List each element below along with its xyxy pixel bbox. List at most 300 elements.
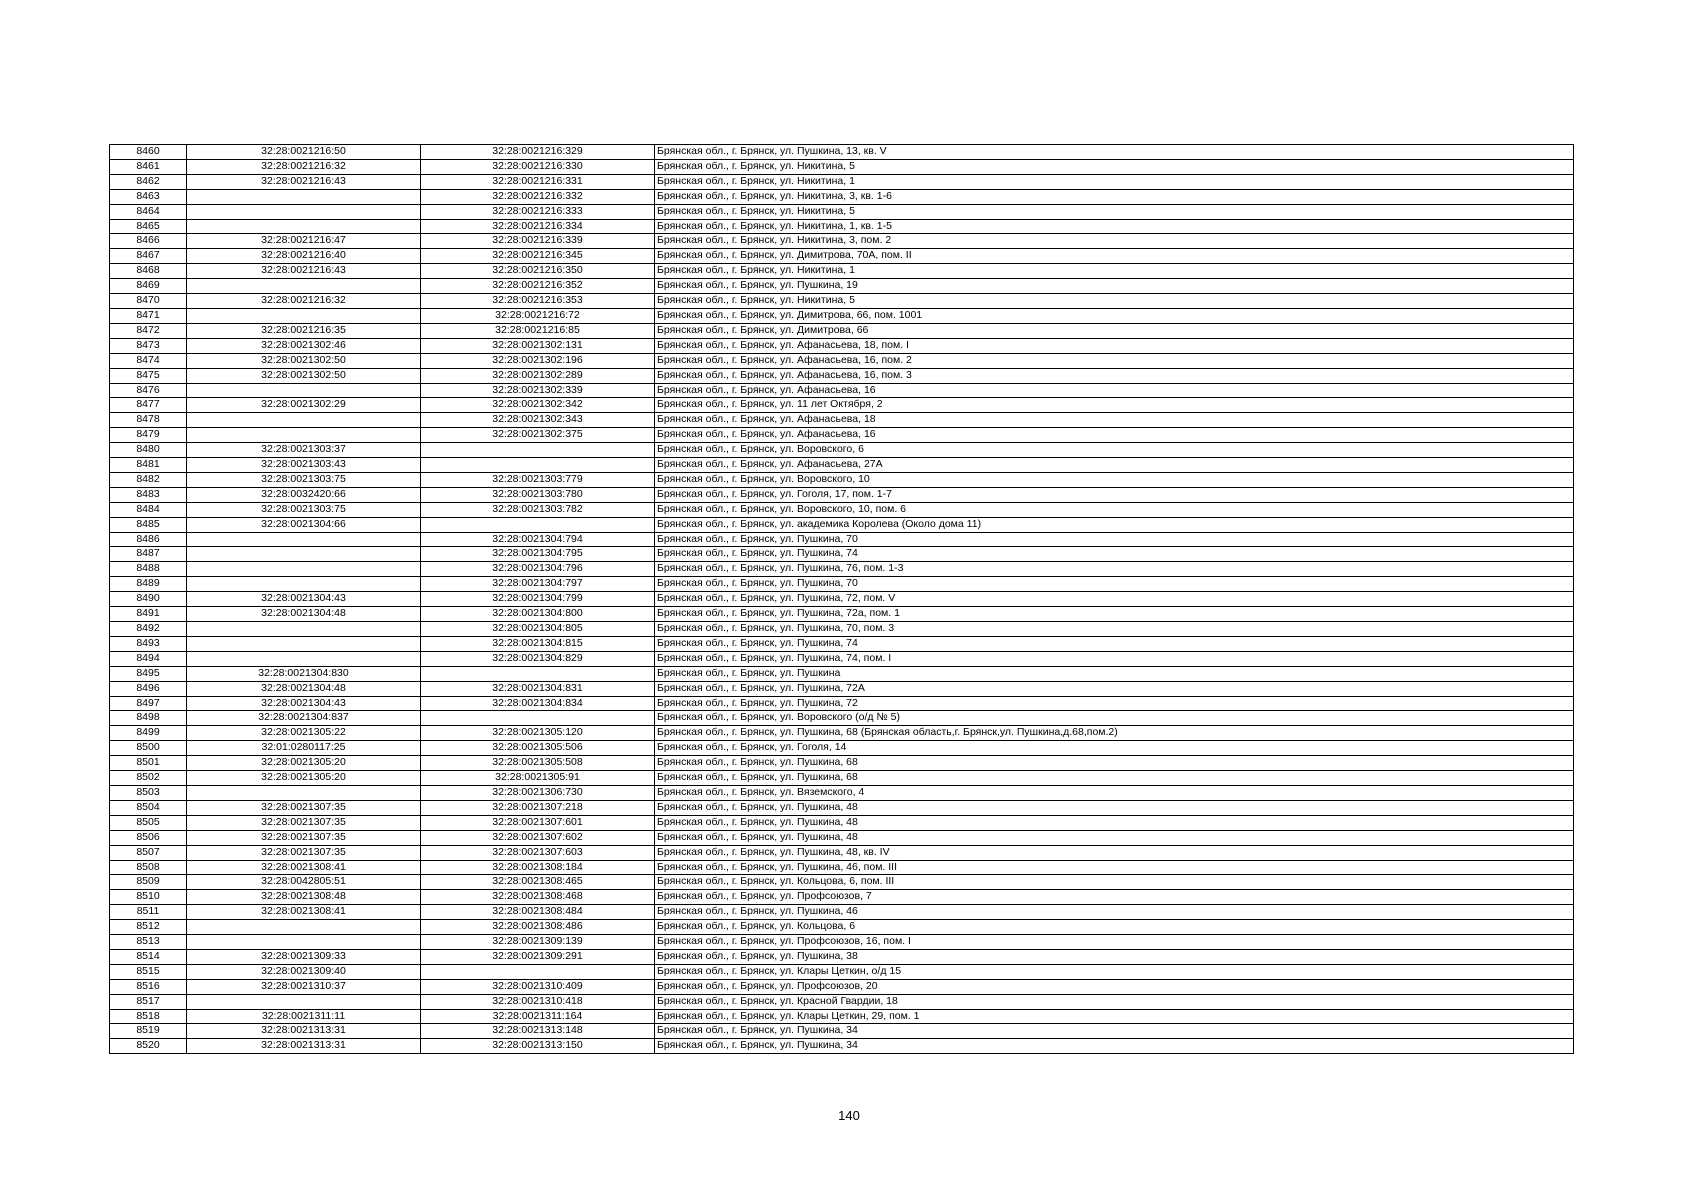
building-cadastral-number-cell: 32:28:0021313:150 (421, 1039, 655, 1054)
row-number-cell: 8517 (110, 994, 187, 1009)
row-number-cell: 8465 (110, 219, 187, 234)
building-cadastral-number-cell: 32:28:0021303:780 (421, 487, 655, 502)
building-cadastral-number-cell: 32:28:0021304:834 (421, 696, 655, 711)
table-row (110, 413, 1574, 428)
building-cadastral-number-cell: 32:28:0021310:409 (421, 979, 655, 994)
table-row (110, 920, 1574, 935)
address-cell: Брянская обл., г. Брянск, ул. Никитина, 5 (655, 294, 1574, 309)
table-row (110, 458, 1574, 473)
table-row (110, 651, 1574, 666)
land-cadastral-number-cell: 32:28:0021309:33 (187, 949, 421, 964)
table-row (110, 547, 1574, 562)
building-cadastral-number-cell: 32:28:0021307:218 (421, 800, 655, 815)
land-cadastral-number-cell: 32:28:0032420:66 (187, 487, 421, 502)
land-cadastral-number-cell: 32:28:0021303:75 (187, 502, 421, 517)
address-cell: Брянская обл., г. Брянск, ул. Пушкина, 72 (655, 696, 1574, 711)
building-cadastral-number-cell: 32:28:0021216:350 (421, 264, 655, 279)
row-number-cell: 8496 (110, 681, 187, 696)
row-number-cell: 8516 (110, 979, 187, 994)
land-cadastral-number-cell (187, 920, 421, 935)
building-cadastral-number-cell: 32:28:0021313:148 (421, 1024, 655, 1039)
address-cell: Брянская обл., г. Брянск, ул. Клары Цеткин, о/д 15 (655, 964, 1574, 979)
row-number-cell: 8490 (110, 592, 187, 607)
row-number-cell: 8504 (110, 800, 187, 815)
table-row (110, 487, 1574, 502)
land-cadastral-number-cell: 32:28:0021304:48 (187, 607, 421, 622)
building-cadastral-number-cell: 32:28:0021216:353 (421, 294, 655, 309)
building-cadastral-number-cell: 32:28:0021305:120 (421, 726, 655, 741)
building-cadastral-number-cell: 32:28:0021302:196 (421, 353, 655, 368)
row-number-cell: 8508 (110, 860, 187, 875)
building-cadastral-number-cell: 32:28:0021307:603 (421, 845, 655, 860)
table-row (110, 860, 1574, 875)
row-number-cell: 8468 (110, 264, 187, 279)
row-number-cell: 8477 (110, 398, 187, 413)
land-cadastral-number-cell: 32:28:0021302:46 (187, 338, 421, 353)
address-cell: Брянская обл., г. Брянск, ул. Пушкина, 72А (655, 681, 1574, 696)
row-number-cell: 8500 (110, 741, 187, 756)
row-number-cell: 8466 (110, 234, 187, 249)
land-cadastral-number-cell: 32:28:0021216:32 (187, 294, 421, 309)
row-number-cell: 8467 (110, 249, 187, 264)
table-row (110, 145, 1574, 160)
table-row (110, 264, 1574, 279)
building-cadastral-number-cell: 32:28:0021302:131 (421, 338, 655, 353)
row-number-cell: 8499 (110, 726, 187, 741)
table-row (110, 979, 1574, 994)
land-cadastral-number-cell: 32:28:0021216:40 (187, 249, 421, 264)
building-cadastral-number-cell: 32:28:0021305:506 (421, 741, 655, 756)
land-cadastral-number-cell: 32:28:0021303:37 (187, 443, 421, 458)
table-row (110, 800, 1574, 815)
land-cadastral-number-cell: 32:28:0021309:40 (187, 964, 421, 979)
address-cell: Брянская обл., г. Брянск, ул. Пушкина, 13, кв. V (655, 145, 1574, 160)
address-cell: Брянская обл., г. Брянск, ул. Афанасьева, 16, пом. 2 (655, 353, 1574, 368)
building-cadastral-number-cell: 32:28:0021308:465 (421, 875, 655, 890)
row-number-cell: 8473 (110, 338, 187, 353)
table-row (110, 815, 1574, 830)
address-cell: Брянская обл., г. Брянск, ул. Никитина, 3, кв. 1-6 (655, 189, 1574, 204)
address-cell: Брянская обл., г. Брянск, ул. Пушкина, 19 (655, 279, 1574, 294)
table-row (110, 353, 1574, 368)
building-cadastral-number-cell: 32:28:0021304:800 (421, 607, 655, 622)
address-cell: Брянская обл., г. Брянск, ул. 11 лет Октября, 2 (655, 398, 1574, 413)
building-cadastral-number-cell: 32:28:0021216:334 (421, 219, 655, 234)
page-number: 140 (838, 1108, 860, 1123)
row-number-cell: 8510 (110, 890, 187, 905)
table-row (110, 622, 1574, 637)
building-cadastral-number-cell: 32:28:0021216:339 (421, 234, 655, 249)
row-number-cell: 8503 (110, 785, 187, 800)
row-number-cell: 8478 (110, 413, 187, 428)
land-cadastral-number-cell (187, 279, 421, 294)
address-cell: Брянская обл., г. Брянск, ул. Воровского (о/д № 5) (655, 711, 1574, 726)
table-row (110, 711, 1574, 726)
building-cadastral-number-cell: 32:28:0021302:289 (421, 368, 655, 383)
land-cadastral-number-cell: 32:28:0021302:50 (187, 353, 421, 368)
row-number-cell: 8469 (110, 279, 187, 294)
address-cell: Брянская обл., г. Брянск, ул. Профсоюзов, 20 (655, 979, 1574, 994)
land-cadastral-number-cell: 32:28:0021216:43 (187, 174, 421, 189)
row-number-cell: 8502 (110, 771, 187, 786)
building-cadastral-number-cell (421, 458, 655, 473)
address-cell: Брянская обл., г. Брянск, ул. Афанасьева, 27А (655, 458, 1574, 473)
building-cadastral-number-cell: 32:28:0021304:831 (421, 681, 655, 696)
address-cell: Брянская обл., г. Брянск, ул. Димитрова, 66 (655, 323, 1574, 338)
row-number-cell: 8482 (110, 472, 187, 487)
table-row (110, 875, 1574, 890)
address-cell: Брянская обл., г. Брянск, ул. Никитина, 3, пом. 2 (655, 234, 1574, 249)
address-cell: Брянская обл., г. Брянск, ул. Пушкина, 48 (655, 830, 1574, 845)
address-cell: Брянская обл., г. Брянск, ул. Пушкина, 48 (655, 800, 1574, 815)
address-cell: Брянская обл., г. Брянск, ул. Пушкина, 48 (655, 815, 1574, 830)
land-cadastral-number-cell: 32:28:0021216:43 (187, 264, 421, 279)
building-cadastral-number-cell: 32:28:0021216:332 (421, 189, 655, 204)
address-cell: Брянская обл., г. Брянск, ул. Пушкина, 34 (655, 1024, 1574, 1039)
address-cell: Брянская обл., г. Брянск, ул. Пушкина (655, 666, 1574, 681)
address-cell: Брянская обл., г. Брянск, ул. Димитрова, 66, пом. 1001 (655, 308, 1574, 323)
building-cadastral-number-cell: 32:28:0021308:484 (421, 905, 655, 920)
row-number-cell: 8511 (110, 905, 187, 920)
land-cadastral-number-cell: 32:28:0021310:37 (187, 979, 421, 994)
building-cadastral-number-cell: 32:28:0021216:331 (421, 174, 655, 189)
building-cadastral-number-cell: 32:28:0021304:805 (421, 622, 655, 637)
table-row (110, 502, 1574, 517)
address-cell: Брянская обл., г. Брянск, ул. Кольцова, 6, пом. III (655, 875, 1574, 890)
land-cadastral-number-cell: 32:28:0021302:29 (187, 398, 421, 413)
table-row (110, 785, 1574, 800)
row-number-cell: 8476 (110, 383, 187, 398)
land-cadastral-number-cell: 32:28:0021305:20 (187, 771, 421, 786)
row-number-cell: 8505 (110, 815, 187, 830)
row-number-cell: 8464 (110, 204, 187, 219)
land-cadastral-number-cell: 32:28:0021304:66 (187, 517, 421, 532)
land-cadastral-number-cell (187, 935, 421, 950)
address-cell: Брянская обл., г. Брянск, ул. Пушкина, 46 (655, 905, 1574, 920)
table-row (110, 935, 1574, 950)
building-cadastral-number-cell: 32:28:0021216:72 (421, 308, 655, 323)
address-cell: Брянская обл., г. Брянск, ул. Профсоюзов, 7 (655, 890, 1574, 905)
building-cadastral-number-cell: 32:28:0021303:782 (421, 502, 655, 517)
row-number-cell: 8463 (110, 189, 187, 204)
building-cadastral-number-cell: 32:28:0021311:164 (421, 1009, 655, 1024)
row-number-cell: 8486 (110, 532, 187, 547)
table-row (110, 1009, 1574, 1024)
land-cadastral-number-cell: 32:28:0021311:11 (187, 1009, 421, 1024)
address-cell: Брянская обл., г. Брянск, ул. Клары Цеткин, 29, пом. 1 (655, 1009, 1574, 1024)
table-row (110, 443, 1574, 458)
land-cadastral-number-cell (187, 413, 421, 428)
address-cell: Брянская обл., г. Брянск, ул. Пушкина, 68 (655, 756, 1574, 771)
land-cadastral-number-cell: 32:28:0021216:50 (187, 145, 421, 160)
address-cell: Брянская обл., г. Брянск, ул. Кольцова, 6 (655, 920, 1574, 935)
land-cadastral-number-cell (187, 219, 421, 234)
row-number-cell: 8474 (110, 353, 187, 368)
address-cell: Брянская обл., г. Брянск, ул. Красной Гвардии, 18 (655, 994, 1574, 1009)
land-cadastral-number-cell: 32:28:0021307:35 (187, 815, 421, 830)
building-cadastral-number-cell (421, 964, 655, 979)
table-row (110, 472, 1574, 487)
row-number-cell: 8520 (110, 1039, 187, 1054)
row-number-cell: 8481 (110, 458, 187, 473)
land-cadastral-number-cell: 32:01:0280117:25 (187, 741, 421, 756)
land-cadastral-number-cell: 32:28:0021303:43 (187, 458, 421, 473)
address-cell: Брянская обл., г. Брянск, ул. Пушкина, 70 (655, 532, 1574, 547)
land-cadastral-number-cell: 32:28:0021304:43 (187, 696, 421, 711)
building-cadastral-number-cell: 32:28:0021305:91 (421, 771, 655, 786)
table-row (110, 234, 1574, 249)
building-cadastral-number-cell: 32:28:0021216:85 (421, 323, 655, 338)
building-cadastral-number-cell: 32:28:0021309:139 (421, 935, 655, 950)
row-number-cell: 8471 (110, 308, 187, 323)
row-number-cell: 8472 (110, 323, 187, 338)
table-row (110, 771, 1574, 786)
table-row (110, 890, 1574, 905)
table-row (110, 189, 1574, 204)
building-cadastral-number-cell: 32:28:0021216:352 (421, 279, 655, 294)
building-cadastral-number-cell: 32:28:0021309:291 (421, 949, 655, 964)
row-number-cell: 8462 (110, 174, 187, 189)
land-cadastral-number-cell (187, 622, 421, 637)
registry-body (110, 145, 1574, 1054)
land-cadastral-number-cell: 32:28:0021216:35 (187, 323, 421, 338)
row-number-cell: 8494 (110, 651, 187, 666)
building-cadastral-number-cell: 32:28:0021308:486 (421, 920, 655, 935)
land-cadastral-number-cell: 32:28:0021307:35 (187, 830, 421, 845)
table-row (110, 368, 1574, 383)
building-cadastral-number-cell: 32:28:0021216:330 (421, 159, 655, 174)
table-row (110, 726, 1574, 741)
row-number-cell: 8514 (110, 949, 187, 964)
land-cadastral-number-cell (187, 428, 421, 443)
table-row (110, 964, 1574, 979)
property-registry-table (109, 144, 1574, 1054)
address-cell: Брянская обл., г. Брянск, ул. Профсоюзов, 16, пом. I (655, 935, 1574, 950)
row-number-cell: 8489 (110, 577, 187, 592)
building-cadastral-number-cell: 32:28:0021308:468 (421, 890, 655, 905)
building-cadastral-number-cell: 32:28:0021216:345 (421, 249, 655, 264)
table-row (110, 517, 1574, 532)
building-cadastral-number-cell: 32:28:0021308:184 (421, 860, 655, 875)
land-cadastral-number-cell: 32:28:0021216:47 (187, 234, 421, 249)
address-cell: Брянская обл., г. Брянск, ул. Гоголя, 17, пом. 1-7 (655, 487, 1574, 502)
building-cadastral-number-cell: 32:28:0021216:333 (421, 204, 655, 219)
land-cadastral-number-cell (187, 547, 421, 562)
address-cell: Брянская обл., г. Брянск, ул. академика Королева (Около дома 11) (655, 517, 1574, 532)
land-cadastral-number-cell: 32:28:0021216:32 (187, 159, 421, 174)
table-row (110, 994, 1574, 1009)
building-cadastral-number-cell: 32:28:0021304:815 (421, 636, 655, 651)
address-cell: Брянская обл., г. Брянск, ул. Афанасьева, 18, пом. I (655, 338, 1574, 353)
table-row (110, 174, 1574, 189)
building-cadastral-number-cell: 32:28:0021302:343 (421, 413, 655, 428)
address-cell: Брянская обл., г. Брянск, ул. Воровского, 10, пом. 6 (655, 502, 1574, 517)
building-cadastral-number-cell: 32:28:0021303:779 (421, 472, 655, 487)
land-cadastral-number-cell: 32:28:0021304:48 (187, 681, 421, 696)
land-cadastral-number-cell (187, 383, 421, 398)
building-cadastral-number-cell: 32:28:0021302:342 (421, 398, 655, 413)
row-number-cell: 8497 (110, 696, 187, 711)
land-cadastral-number-cell: 32:28:0021307:35 (187, 845, 421, 860)
row-number-cell: 8513 (110, 935, 187, 950)
address-cell: Брянская обл., г. Брянск, ул. Пушкина, 72, пом. V (655, 592, 1574, 607)
table-row (110, 681, 1574, 696)
land-cadastral-number-cell: 32:28:0021313:31 (187, 1039, 421, 1054)
land-cadastral-number-cell: 32:28:0021305:20 (187, 756, 421, 771)
table-row (110, 159, 1574, 174)
land-cadastral-number-cell: 32:28:0021308:41 (187, 860, 421, 875)
address-cell: Брянская обл., г. Брянск, ул. Никитина, 1 (655, 264, 1574, 279)
row-number-cell: 8483 (110, 487, 187, 502)
land-cadastral-number-cell (187, 651, 421, 666)
land-cadastral-number-cell: 32:28:0021305:22 (187, 726, 421, 741)
table-row (110, 398, 1574, 413)
row-number-cell: 8498 (110, 711, 187, 726)
table-row (110, 428, 1574, 443)
building-cadastral-number-cell: 32:28:0021307:602 (421, 830, 655, 845)
table-row (110, 219, 1574, 234)
row-number-cell: 8512 (110, 920, 187, 935)
land-cadastral-number-cell: 32:28:0021307:35 (187, 800, 421, 815)
address-cell: Брянская обл., г. Брянск, ул. Пушкина, 48, кв. IV (655, 845, 1574, 860)
address-cell: Брянская обл., г. Брянск, ул. Никитина, 1, кв. 1-5 (655, 219, 1574, 234)
table-row (110, 845, 1574, 860)
land-cadastral-number-cell: 32:28:0021308:48 (187, 890, 421, 905)
land-cadastral-number-cell (187, 532, 421, 547)
table-row (110, 949, 1574, 964)
address-cell: Брянская обл., г. Брянск, ул. Пушкина, 68 (Брянская область,г. Брянск,ул. Пушкина,д.68,пом.2) (655, 726, 1574, 741)
table-row (110, 294, 1574, 309)
table-row (110, 592, 1574, 607)
land-cadastral-number-cell (187, 994, 421, 1009)
building-cadastral-number-cell: 32:28:0021304:797 (421, 577, 655, 592)
building-cadastral-number-cell (421, 443, 655, 458)
land-cadastral-number-cell (187, 204, 421, 219)
land-cadastral-number-cell: 32:28:0021304:837 (187, 711, 421, 726)
row-number-cell: 8484 (110, 502, 187, 517)
row-number-cell: 8491 (110, 607, 187, 622)
land-cadastral-number-cell (187, 189, 421, 204)
row-number-cell: 8461 (110, 159, 187, 174)
address-cell: Брянская обл., г. Брянск, ул. Пушкина, 68 (655, 771, 1574, 786)
land-cadastral-number-cell (187, 785, 421, 800)
address-cell: Брянская обл., г. Брянск, ул. Пушкина, 74 (655, 636, 1574, 651)
address-cell: Брянская обл., г. Брянск, ул. Никитина, 5 (655, 159, 1574, 174)
row-number-cell: 8475 (110, 368, 187, 383)
row-number-cell: 8509 (110, 875, 187, 890)
land-cadastral-number-cell: 32:28:0021313:31 (187, 1024, 421, 1039)
table-row (110, 607, 1574, 622)
row-number-cell: 8518 (110, 1009, 187, 1024)
building-cadastral-number-cell: 32:28:0021310:418 (421, 994, 655, 1009)
row-number-cell: 8470 (110, 294, 187, 309)
table-row (110, 636, 1574, 651)
table-row (110, 830, 1574, 845)
row-number-cell: 8487 (110, 547, 187, 562)
row-number-cell: 8519 (110, 1024, 187, 1039)
land-cadastral-number-cell (187, 308, 421, 323)
land-cadastral-number-cell: 32:28:0021308:41 (187, 905, 421, 920)
address-cell: Брянская обл., г. Брянск, ул. Пушкина, 76, пом. 1-3 (655, 562, 1574, 577)
table-row (110, 1024, 1574, 1039)
address-cell: Брянская обл., г. Брянск, ул. Пушкина, 74, пом. I (655, 651, 1574, 666)
address-cell: Брянская обл., г. Брянск, ул. Пушкина, 72а, пом. 1 (655, 607, 1574, 622)
building-cadastral-number-cell: 32:28:0021304:799 (421, 592, 655, 607)
row-number-cell: 8492 (110, 622, 187, 637)
row-number-cell: 8501 (110, 756, 187, 771)
land-cadastral-number-cell (187, 636, 421, 651)
address-cell: Брянская обл., г. Брянск, ул. Никитина, 1 (655, 174, 1574, 189)
building-cadastral-number-cell: 32:28:0021304:794 (421, 532, 655, 547)
address-cell: Брянская обл., г. Брянск, ул. Воровского, 10 (655, 472, 1574, 487)
land-cadastral-number-cell (187, 562, 421, 577)
address-cell: Брянская обл., г. Брянск, ул. Димитрова, 70А, пом. II (655, 249, 1574, 264)
table-row (110, 279, 1574, 294)
table-row (110, 338, 1574, 353)
address-cell: Брянская обл., г. Брянск, ул. Пушкина, 70 (655, 577, 1574, 592)
address-cell: Брянская обл., г. Брянск, ул. Пушкина, 34 (655, 1039, 1574, 1054)
building-cadastral-number-cell: 32:28:0021307:601 (421, 815, 655, 830)
row-number-cell: 8485 (110, 517, 187, 532)
table-row (110, 249, 1574, 264)
table-row (110, 756, 1574, 771)
address-cell: Брянская обл., г. Брянск, ул. Афанасьева, 16 (655, 428, 1574, 443)
table-row (110, 577, 1574, 592)
address-cell: Брянская обл., г. Брянск, ул. Гоголя, 14 (655, 741, 1574, 756)
table-row (110, 1039, 1574, 1054)
building-cadastral-number-cell (421, 517, 655, 532)
table-row (110, 383, 1574, 398)
building-cadastral-number-cell: 32:28:0021306:730 (421, 785, 655, 800)
building-cadastral-number-cell: 32:28:0021302:339 (421, 383, 655, 398)
building-cadastral-number-cell (421, 666, 655, 681)
address-cell: Брянская обл., г. Брянск, ул. Пушкина, 38 (655, 949, 1574, 964)
table-row (110, 308, 1574, 323)
building-cadastral-number-cell: 32:28:0021304:795 (421, 547, 655, 562)
building-cadastral-number-cell: 32:28:0021302:375 (421, 428, 655, 443)
row-number-cell: 8479 (110, 428, 187, 443)
table-row (110, 741, 1574, 756)
row-number-cell: 8506 (110, 830, 187, 845)
row-number-cell: 8493 (110, 636, 187, 651)
address-cell: Брянская обл., г. Брянск, ул. Вяземского, 4 (655, 785, 1574, 800)
building-cadastral-number-cell (421, 711, 655, 726)
land-cadastral-number-cell: 32:28:0021304:830 (187, 666, 421, 681)
row-number-cell: 8480 (110, 443, 187, 458)
land-cadastral-number-cell (187, 577, 421, 592)
land-cadastral-number-cell: 32:28:0021303:75 (187, 472, 421, 487)
table-row (110, 532, 1574, 547)
address-cell: Брянская обл., г. Брянск, ул. Воровского, 6 (655, 443, 1574, 458)
row-number-cell: 8460 (110, 145, 187, 160)
row-number-cell: 8515 (110, 964, 187, 979)
address-cell: Брянская обл., г. Брянск, ул. Пушкина, 46, пом. III (655, 860, 1574, 875)
address-cell: Брянская обл., г. Брянск, ул. Афанасьева, 18 (655, 413, 1574, 428)
table-row (110, 323, 1574, 338)
table-row (110, 905, 1574, 920)
table-row (110, 696, 1574, 711)
building-cadastral-number-cell: 32:28:0021304:829 (421, 651, 655, 666)
address-cell: Брянская обл., г. Брянск, ул. Афанасьева, 16, пом. 3 (655, 368, 1574, 383)
row-number-cell: 8507 (110, 845, 187, 860)
land-cadastral-number-cell: 32:28:0021302:50 (187, 368, 421, 383)
building-cadastral-number-cell: 32:28:0021304:796 (421, 562, 655, 577)
address-cell: Брянская обл., г. Брянск, ул. Никитина, 5 (655, 204, 1574, 219)
land-cadastral-number-cell: 32:28:0021304:43 (187, 592, 421, 607)
row-number-cell: 8495 (110, 666, 187, 681)
address-cell: Брянская обл., г. Брянск, ул. Афанасьева, 16 (655, 383, 1574, 398)
table-row (110, 562, 1574, 577)
